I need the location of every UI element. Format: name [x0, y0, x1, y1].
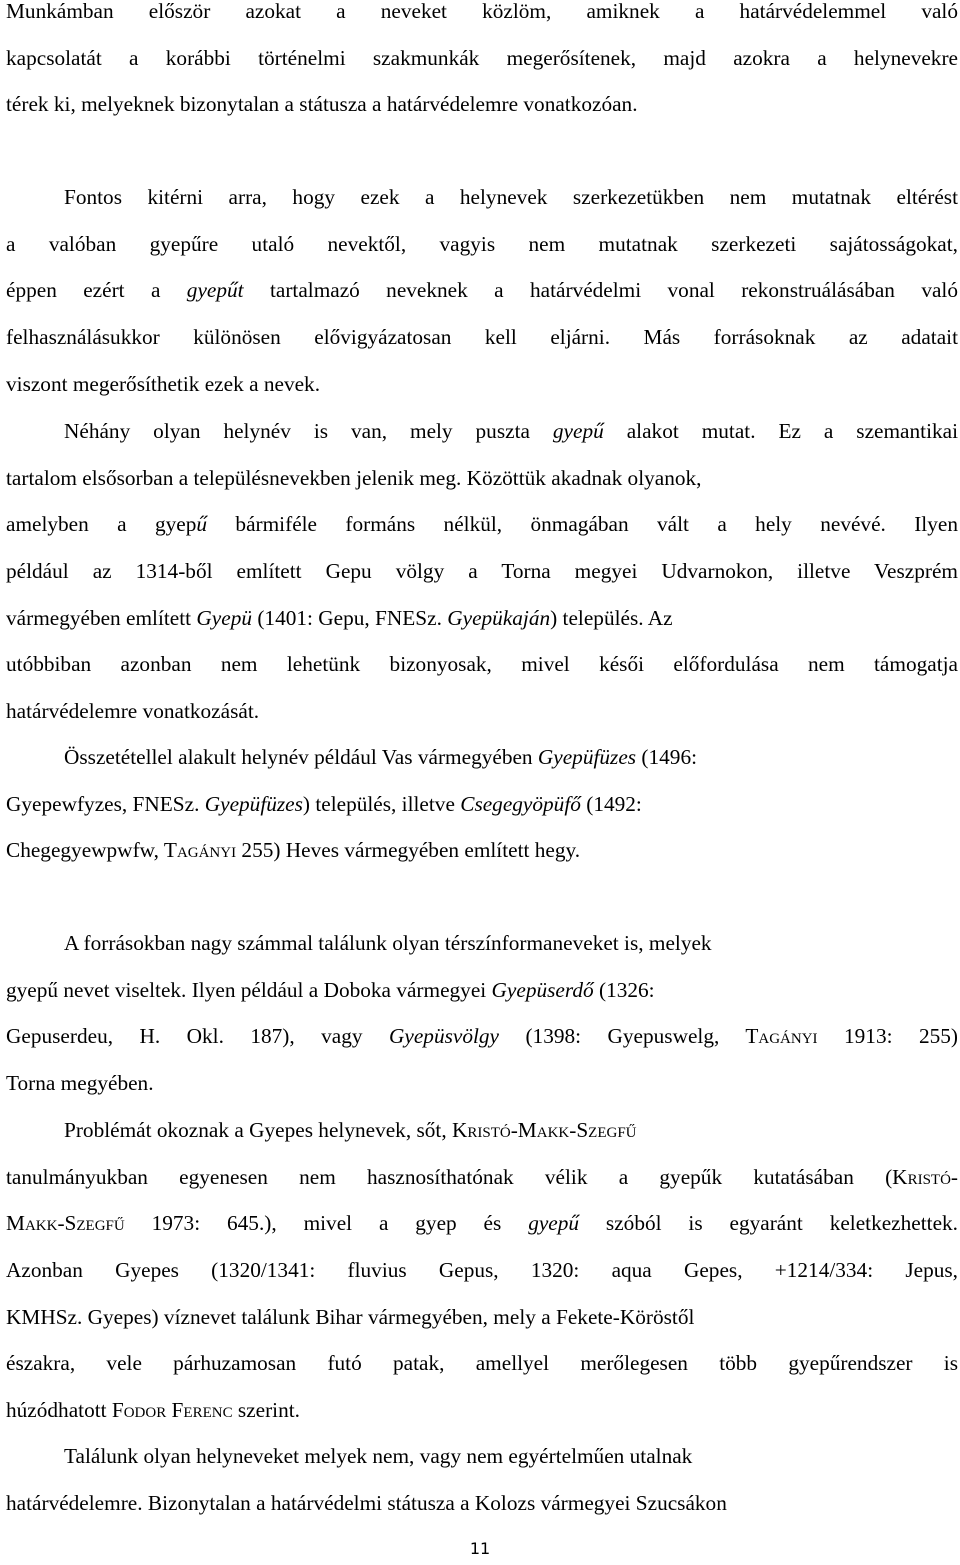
paragraph-6: Problémát okoznak a Gyepes helynevek, sőt, Kristó-Makk-Szegfű tanulmányukban egyenesen nem hasznosíthatónak vélik a gyepűk kutatásában (Kristó- Makk-Szegfű 1973: 645.), mivel a gyep és gyepű szóból is egyaránt keletkezhettek. Azonban Gyepes (1320/1341: fluvius Gepus, 1320: aqua Gepes, +1214/334: Jepus, KMHSz. Gyepes) víznevet találunk Bihar vármegyében, mely a Fekete-Köröstől északra, vele párhuzamosan futó patak, amellyel merőlegesen több gyepűrendszer is húzódhatott Fodor Ferenc szerint. — [6, 1118, 958, 1423]
paragraph-2: Fontos kitérni arra, hogy ezek a helynevek szerkezetükben nem mutatnak eltérést a valóban gyepűre utaló nevektől, vagyis nem mutatnak szerkezeti sajátosságokat, éppen ezért a gyepűt tartalmazó neveknek a határvédelmi vonal rekonstruálásában való felhasználásukkor különösen elővigyázatosan kell eljárni. Más forrásoknak az adatait viszont megerősíthetik ezek a nevek. — [6, 185, 958, 396]
page-number: 11 — [469, 1539, 491, 1558]
paragraph-1: Munkámban először azokat a neveket közlöm, amiknek a határvédelemmel való kapcsolatát a korábbi történelmi szakmunkák megerősítenek, majd azokra a helynevekre térek ki, melyeknek bizonytalan a státusza a határvédelemre vonatkozóan. — [6, 0, 958, 117]
paragraph-7: Találunk olyan helyneveket melyek nem, vagy nem egyértelműen utalnak határvédelemre. Bizonytalan a határvédelmi státusza a Kolozs vármegyei Szucsákon — [6, 1444, 727, 1515]
paragraph-3: Néhány olyan helynév is van, mely puszta gyepű alakot mutat. Ez a szemantikai tartalom elsősorban a településnevekben jelenik meg. Közöttük akadnak olyanok, amelyben a gyepű bármiféle formáns nélkül, önmagában vált a hely nevévé. Ilyen például az 1314-ből említett Gepu völgy a Torna megyei Udvarnokon, illetve Veszprém vármegyében említett Gyepü (1401: Gepu, FNESz. Gyepükaján) település. Az utóbbiban azonban nem lehetünk bizonyosak, mivel késői előfordulása nem támogatja határvédelemre vonatkozását. — [6, 419, 959, 724]
paragraph-4: Összetétellel alakult helynév például Vas vármegyében Gyepüfüzes (1496: Gyepewfyzes, FNESz. Gyepüfüzes) település, illetve Csegegyöpüfő (1492: Chegegyewpwfw, Tagányi 255) Heves vármegyében említett hegy. — [6, 745, 698, 863]
paragraph-5: A forrásokban nagy számmal találunk olyan térszínformaneveket is, melyek gyepű nevet viseltek. Ilyen például a Doboka vármegyei Gyepüserdő (1326: Gepuserdeu, H. Okl. 187), vagy Gyepüsvölgy (1398: Gyepuswelg, Tagányi 1913: 255) Torna megyében. — [6, 931, 958, 1096]
